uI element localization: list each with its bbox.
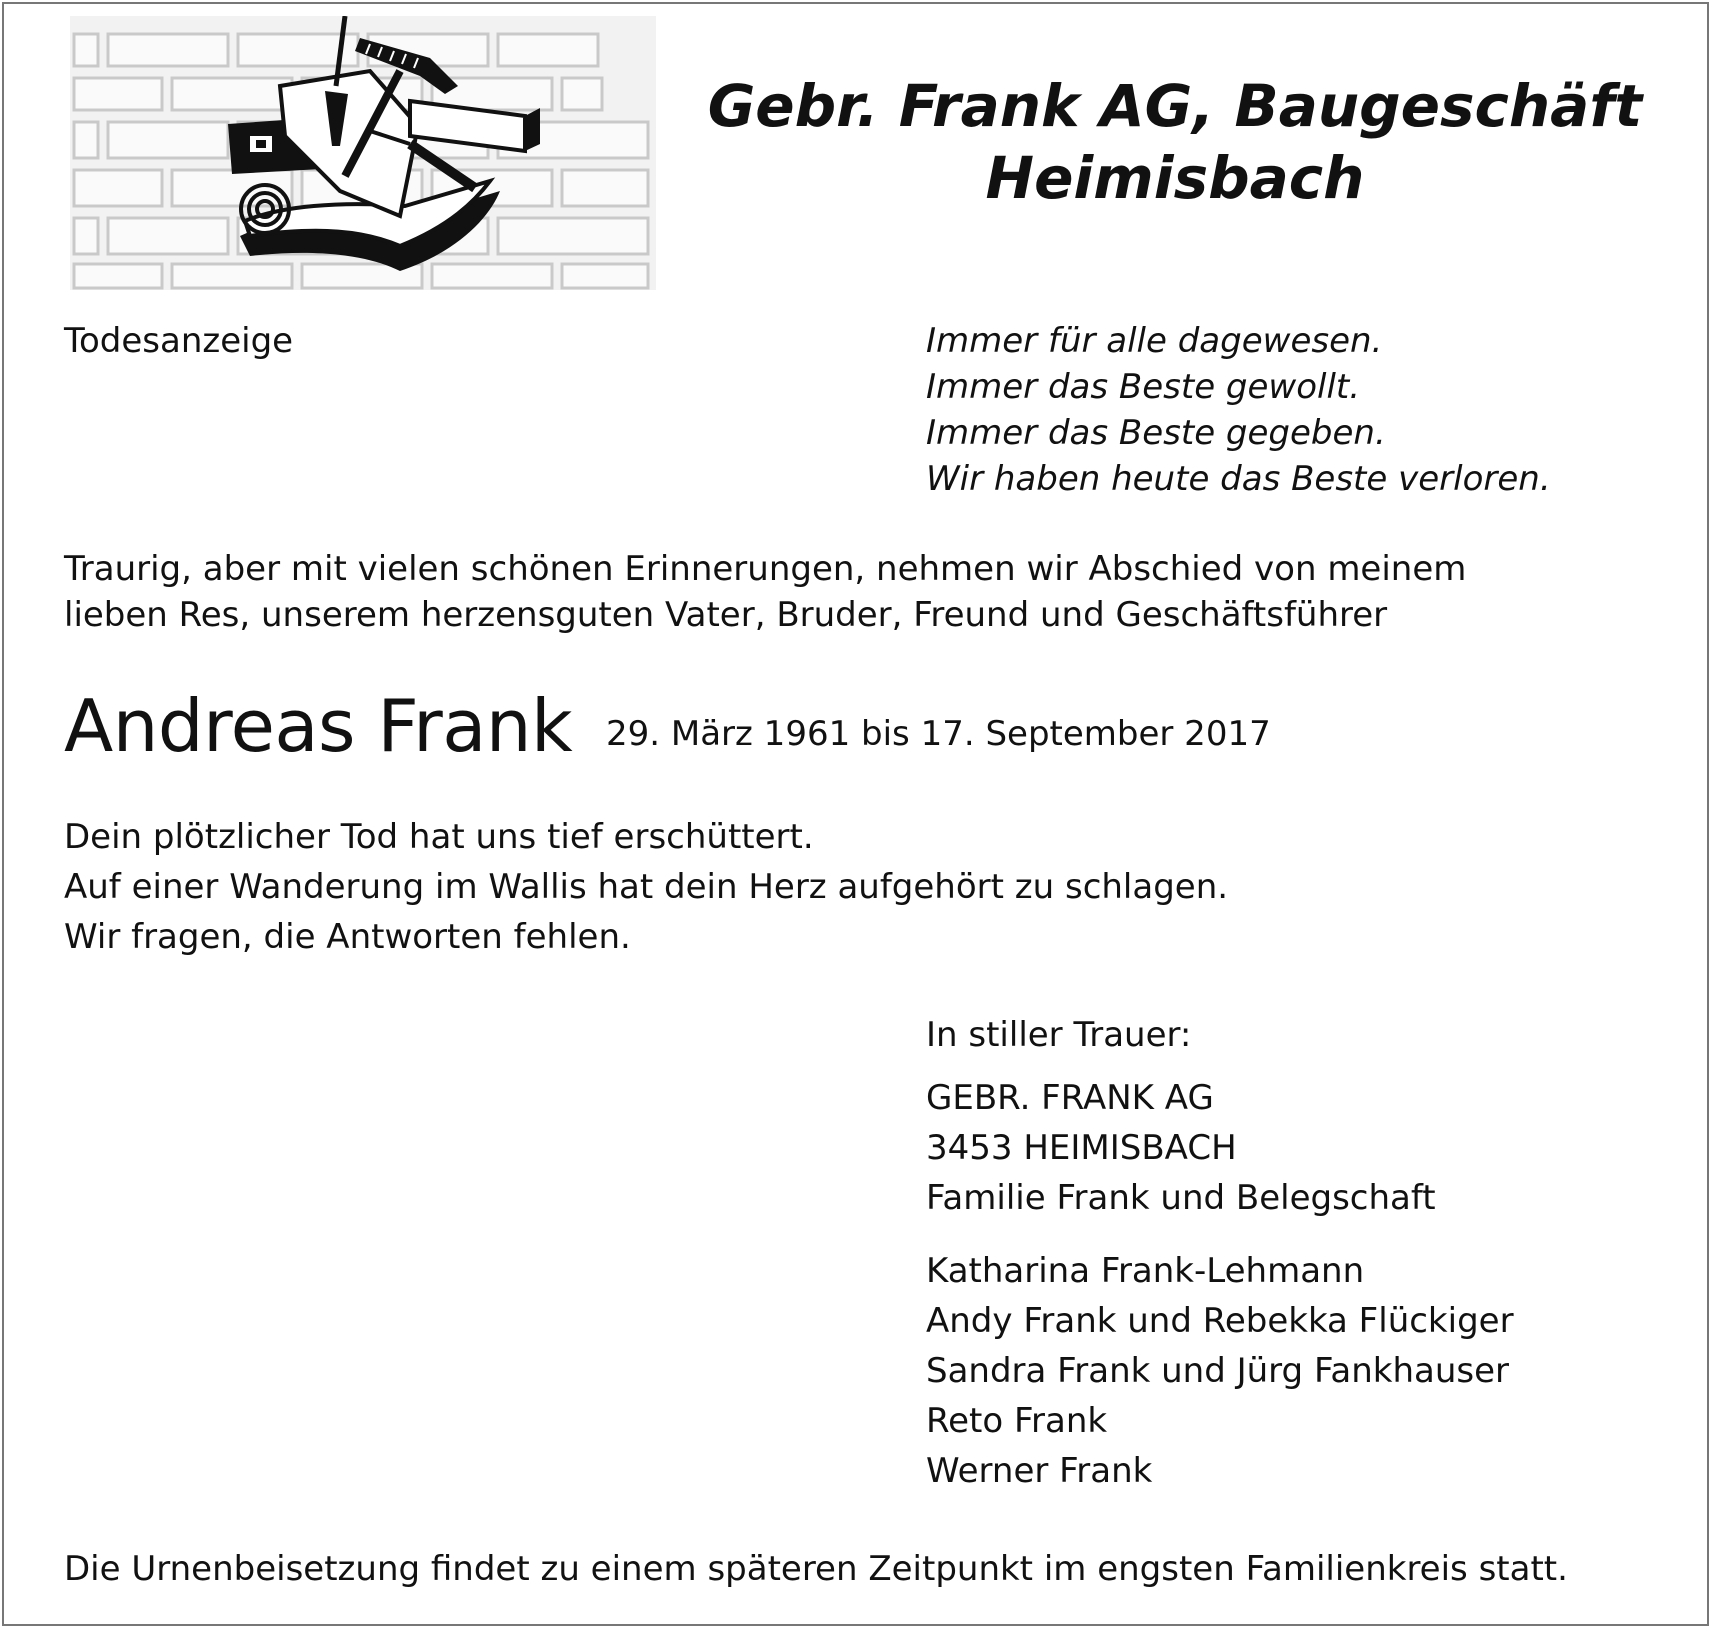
mourner-line: 3453 HEIMISBACH bbox=[926, 1128, 1237, 1168]
mourner-line: Familie Frank und Belegschaft bbox=[926, 1178, 1436, 1218]
company-header bbox=[680, 70, 1670, 214]
motto-verse bbox=[926, 318, 1551, 502]
mourner-line: GEBR. FRANK AG bbox=[926, 1078, 1214, 1118]
burial-notice: Die Urnenbeisetzung findet zu einem späteren Zeitpunkt im engsten Familienkreis statt. bbox=[64, 1549, 1568, 1589]
mourner-line: Sandra Frank und Jürg Fankhauser bbox=[926, 1351, 1509, 1391]
motto-line: Immer das Beste gewollt. bbox=[926, 367, 1361, 407]
mourner-line: Andy Frank und Rebekka Flückiger bbox=[926, 1301, 1514, 1341]
life-dates: 29. März 1961 bis 17. September 2017 bbox=[606, 714, 1271, 754]
message-line: Auf einer Wanderung im Wallis hat dein Herz aufgehört zu schlagen. bbox=[64, 867, 1229, 907]
company-name: Gebr. Frank AG, Baugeschäft bbox=[707, 72, 1643, 140]
deceased-name: Andreas Frank bbox=[64, 684, 573, 768]
intro-line: lieben Res, unserem herzensguten Vater, Bruder, Freund und Geschäftsführer bbox=[64, 595, 1388, 635]
message-line: Dein plötzlicher Tod hat uns tief erschüttert. bbox=[64, 817, 814, 857]
construction-tools-logo bbox=[70, 16, 656, 290]
mourners-family bbox=[926, 1246, 1514, 1496]
notice-label: Todesanzeige bbox=[64, 321, 294, 361]
intro-paragraph bbox=[64, 546, 1466, 638]
mourner-line: Werner Frank bbox=[926, 1451, 1153, 1491]
mourner-line: Reto Frank bbox=[926, 1401, 1108, 1441]
mourners-company bbox=[926, 1073, 1436, 1223]
message-paragraph bbox=[64, 812, 1228, 962]
message-line: Wir fragen, die Antworten fehlen. bbox=[64, 917, 631, 957]
intro-line: Traurig, aber mit vielen schönen Erinnerungen, nehmen wir Abschied von meinem bbox=[64, 549, 1467, 589]
motto-line: Immer das Beste gegeben. bbox=[926, 413, 1386, 453]
motto-line: Wir haben heute das Beste verloren. bbox=[926, 459, 1551, 499]
motto-line: Immer für alle dagewesen. bbox=[926, 321, 1383, 361]
mourner-line: Katharina Frank-Lehmann bbox=[926, 1251, 1365, 1291]
company-location: Heimisbach bbox=[985, 144, 1365, 212]
mourners-heading: In stiller Trauer: bbox=[926, 1015, 1192, 1055]
